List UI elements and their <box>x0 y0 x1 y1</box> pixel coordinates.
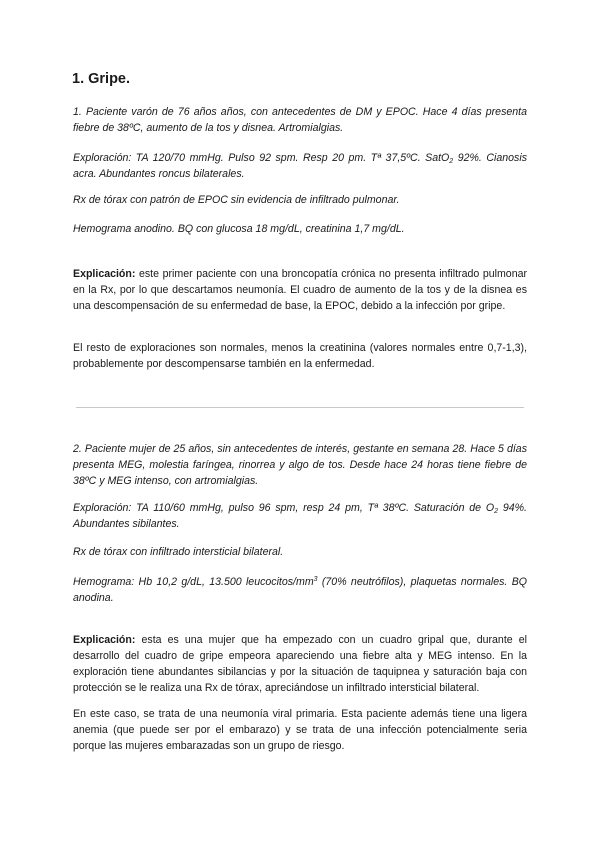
case2-explanation-text: esta es una mujer que ha empezado con un cuadro gripal que, durante el desarrollo del cuadro de gripe empeora apareciendo una fiebre alta y MEG intenso. En la exploración tiene abundantes sibilancias y por la situación de taquipnea y saturación baja con protección se le realiza una Rx de tórax, apreciándose un infiltrado intersticial bilateral. <box>73 634 527 694</box>
case2-explanation-label: Explicación: <box>73 634 136 646</box>
case2-exploration-text-2: 94%. Abundantes sibilantes. <box>73 502 527 530</box>
case2-exploration-subscript: 2 <box>494 508 499 515</box>
case2-explanation-2: En este caso, se trata de una neumonía viral primaria. Esta paciente además tiene una ligera anemia (que puede ser por el embarazo) y se trata de una infección potencialmente seria porque las mujeres embarazadas son un grupo de riesgo. <box>73 708 527 752</box>
case2-labs-superscript: 3 <box>313 576 318 583</box>
case2-presentation: 2. Paciente mujer de 25 años, sin antecedentes de interés, gestante en semana 28. Hace 5 días presenta MEG, molestia faríngea, rinorrea y algo de tos. Desde hace 24 horas tiene fiebre de 38ºC y MEG intenso, con artromialgias. <box>73 443 527 487</box>
case1-xray: Rx de tórax con patrón de EPOC sin evidencia de infiltrado pulmonar. <box>73 194 400 206</box>
case1-exploration-subscript: 2 <box>449 158 454 165</box>
case1-explanation <box>73 266 527 314</box>
case2-exploration <box>73 500 527 532</box>
case2-explanation <box>73 632 527 696</box>
case1-explanation-label: Explicación: <box>73 268 136 280</box>
section-divider <box>76 407 524 408</box>
case1-explanation-2: El resto de exploraciones son normales, menos la creatinina (valores normales entre 0,7-1,3), probablemente por descompensarse también en la enfermedad. <box>73 342 527 370</box>
section-title: 1. Gripe. <box>72 71 131 87</box>
case2-labs-text-2: (70% neutrófilos), plaquetas normales. BQ anodina. <box>73 576 527 604</box>
case1-exploration-text: Exploración: TA 120/70 mmHg. Pulso 92 spm. Resp 20 pm. Tª 37,5ºC. SatO <box>73 152 450 164</box>
case2-xray: Rx de tórax con infiltrado intersticial bilateral. <box>73 546 284 558</box>
case1-explanation-text: este primer paciente con una broncopatía crónica no presenta infiltrado pulmonar en la Rx, por lo que descartamos neumonía. El cuadro de aumento de la tos y de la disnea es una descompensación de su enfermedad de base, la EPOC, debido a la infección por gripe. <box>73 268 527 312</box>
case1-presentation: 1. Paciente varón de 76 años años, con antecedentes de DM y EPOC. Hace 4 días presenta fiebre de 38ºC, aumento de la tos y disnea. Artromialgias. <box>73 106 527 134</box>
case2-exploration-text: Exploración: TA 110/60 mmHg, pulso 96 spm, resp 24 pm, Tª 38ºC. Saturación de O <box>73 502 495 514</box>
case2-labs <box>73 574 527 606</box>
case2-labs-text: Hemograma: Hb 10,2 g/dL, 13.500 leucocitos/mm <box>73 576 314 588</box>
case1-labs: Hemograma anodino. BQ con glucosa 18 mg/dL, creatinina 1,7 mg/dL. <box>73 223 405 235</box>
case1-exploration-text-2: 92%. Cianosis acra. Abundantes roncus bilaterales. <box>73 152 527 180</box>
case1-exploration <box>73 150 527 182</box>
